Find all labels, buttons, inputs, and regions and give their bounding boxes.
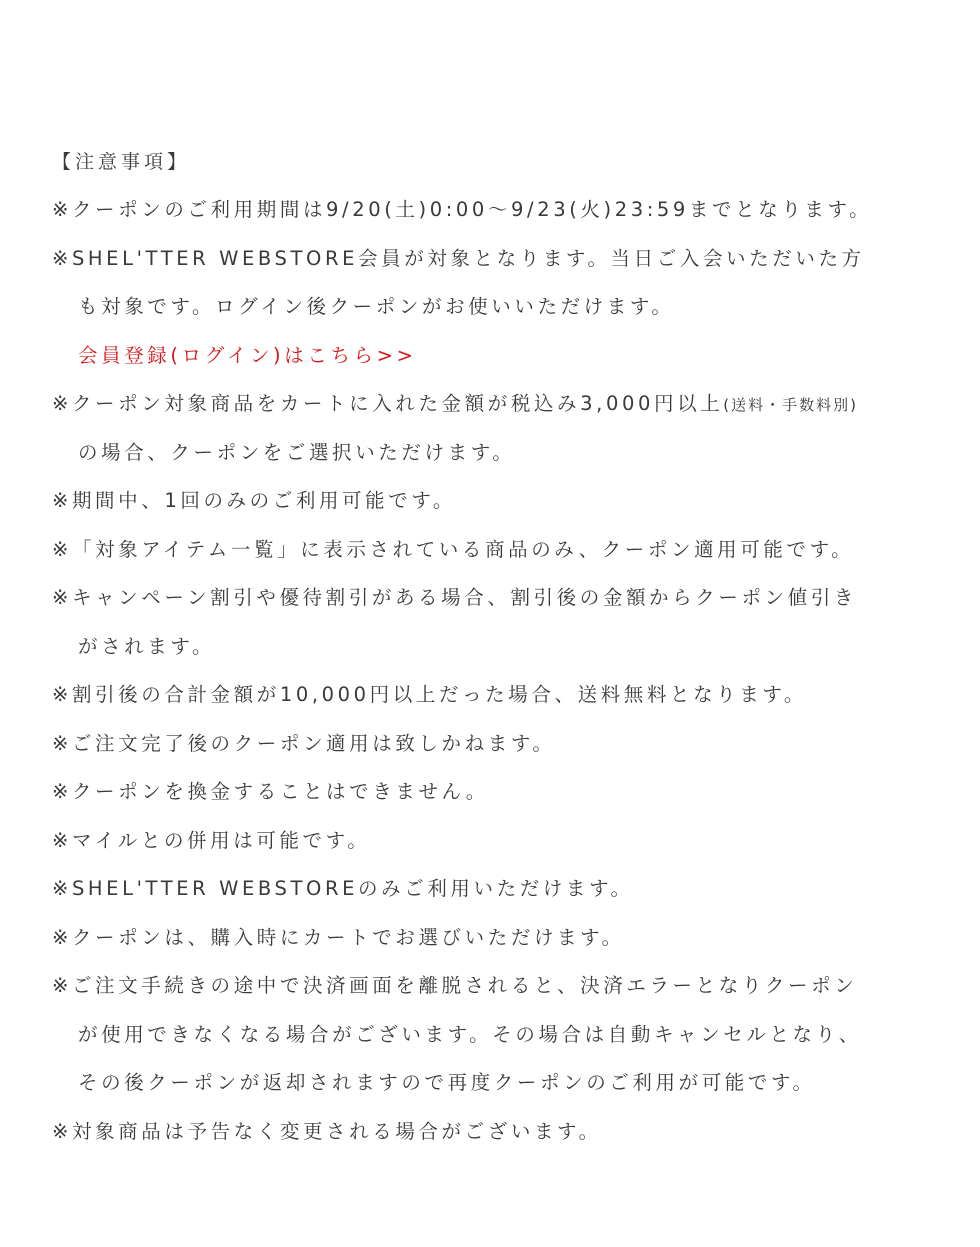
note-line: ※割引後の合計金額が10,000円以上だった場合、送料無料となります。 [52, 683, 808, 706]
note-line: ※「対象アイテム一覧」に表示されている商品のみ、クーポン適用可能です。 [52, 537, 855, 561]
note-coupon-period [52, 186, 952, 235]
note-line: が使用できなくなる場合がございます。その場合は自動キャンセルとなり、 [78, 1022, 862, 1046]
note-line: ※期間中、1回のみのご利用可能です。 [52, 489, 456, 512]
note-line [52, 380, 952, 429]
note-member-target [52, 235, 952, 332]
note-no-after-order [52, 720, 952, 769]
note-mile-combination [52, 817, 952, 866]
note-line: ※ご注文手続きの途中で決済画面を離脱されると、決済エラーとなりクーポン [52, 974, 858, 997]
note-no-cash-exchange [52, 768, 952, 817]
note-line: ※ご注文完了後のクーポン適用は致しかねます。 [52, 731, 556, 755]
member-register-login-link[interactable]: 会員登録(ログイン)はこちら>> [78, 343, 417, 367]
note-payment-error [52, 962, 952, 1108]
note-line: ※SHEL'TTER WEBSTORE会員が対象となります。当日ご入会いただいた方 [52, 246, 865, 270]
note-shipping-fee-excluded: (送料・手数料別) [723, 396, 858, 414]
note-line-text: ※クーポン対象商品をカートに入れた金額が税込み3,000円以上 [52, 392, 724, 415]
note-target-items-only [52, 526, 952, 575]
note-items-may-change [52, 1108, 952, 1157]
note-free-shipping [52, 671, 952, 720]
note-once-per-period [52, 477, 952, 526]
note-line: ※SHEL'TTER WEBSTOREのみご利用いただけます。 [52, 877, 634, 900]
note-discount-after-campaign [52, 574, 952, 671]
note-line: の場合、クーポンをご選択いただけます。 [78, 440, 516, 464]
note-webstore-only [52, 865, 952, 914]
notice-section [52, 138, 952, 1156]
note-line: その後クーポンが返却されますので再度クーポンのご利用が可能です。 [78, 1071, 816, 1094]
note-line: ※クーポンは、購入時にカートでお選びいただけます。 [52, 925, 625, 949]
note-line: がされます。 [78, 634, 216, 658]
note-line: ※クーポンを換金することはできません。 [52, 780, 489, 803]
note-line: ※対象商品は予告なく変更される場合がございます。 [52, 1119, 602, 1143]
notice-title: 【注意事項】 [52, 151, 191, 173]
note-line: ※マイルとの併用は可能です。 [52, 828, 371, 852]
note-line: も対象です。ログイン後クーポンがお使いいただけます。 [78, 295, 675, 318]
note-select-in-cart [52, 914, 952, 963]
note-minimum-amount [52, 380, 952, 477]
note-line: ※キャンペーン割引や優待割引がある場合、割引後の金額からクーポン値引き [52, 586, 857, 609]
note-line: ※クーポンのご利用期間は9/20(土)0:00～9/23(火)23:59までとなります。 [52, 198, 873, 221]
